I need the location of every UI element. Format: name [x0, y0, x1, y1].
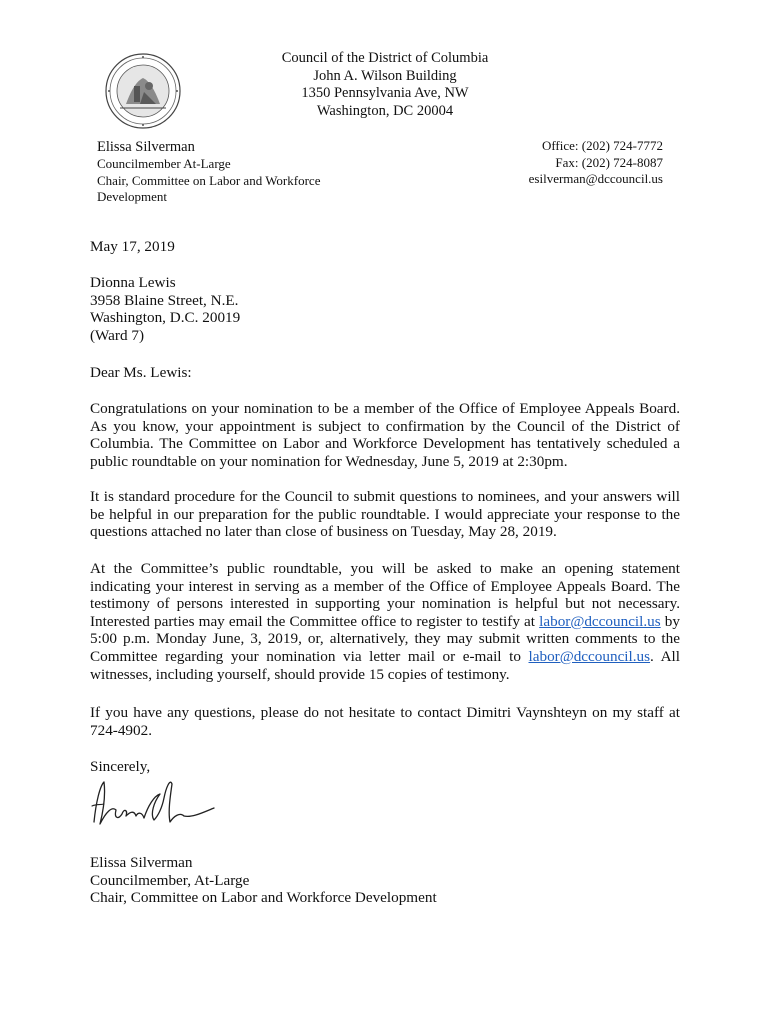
contact-email: esilverman@dccouncil.us	[528, 171, 663, 186]
recipient-city: Washington, D.C. 20019	[90, 309, 241, 327]
header-building: John A. Wilson Building	[313, 67, 457, 84]
paragraph-roundtable-part3: . All witnesses, including yourself, should provide 15 copies of testimony.	[90, 647, 680, 683]
header-street: 1350 Pennsylvania Ave, NW	[301, 85, 469, 101]
signature-committee: Chair, Committee on Labor and Workforce Development	[90, 889, 437, 907]
header-city: Washington, DC 20004	[316, 102, 454, 119]
paragraph-questions: It is standard procedure for the Council to submit questions to nominees, and your answers will be helpful in our preparation for the public roundtable. I would appreciate your response to the questions attached no later than close of business on Tuesday, May 28, 2019.	[90, 488, 680, 541]
labor-email-link-1[interactable]: labor@dccouncil.us	[539, 612, 661, 630]
sender-committee-line1: Chair, Committee on Labor and Workforce	[97, 172, 321, 188]
signature-block	[90, 854, 680, 907]
contact-block	[529, 138, 663, 188]
sender-committee-line2: Development	[97, 189, 168, 204]
sender-name: Elissa Silverman	[97, 139, 195, 155]
paragraph-roundtable	[90, 560, 680, 683]
sender-title: Councilmember At-Large	[97, 156, 231, 171]
paragraph-contact: If you have any questions, please do not hesitate to contact Dimitri Vaynshteyn on my staff at 724-4902.	[90, 704, 680, 739]
contact-office-phone: Office: (202) 724-7772	[541, 138, 663, 153]
paragraph-nomination: Congratulations on your nomination to be a member of the Office of Employee Appeals Board. As you know, your appointment is subject to confirmation by the Council of the District of Columbia. The Committee on Labor and Workforce Development has tentatively scheduled a public roundtable on your nomination for Wednesday, June 5, 2019 at 2:30pm.	[90, 400, 680, 470]
salutation: Dear Ms. Lewis:	[90, 364, 192, 381]
paragraph-roundtable-part2: by 5:00 p.m. Monday June, 3, 2019, or, alternatively, they may submit written comments to the Committee regarding your nomination via letter mail or e-mail to	[90, 612, 680, 665]
recipient-ward: (Ward 7)	[90, 326, 145, 344]
letter-date: May 17, 2019	[90, 238, 175, 255]
recipient-name: Dionna Lewis	[90, 274, 176, 291]
recipient-street: 3958 Blaine Street, N.E.	[90, 291, 239, 309]
signature-name: Elissa Silverman	[90, 854, 193, 871]
header-council-name: Council of the District of Columbia	[281, 50, 489, 66]
paragraph-roundtable-part1: At the Committee’s public roundtable, you will be asked to make an opening statement indicating your interest in serving as a member of the Office of Employee Appeals Board. The testimony of persons interested in supporting your nomination is helpful but not necessary. Interested parties may email the Committee office to register to testify at	[90, 560, 680, 630]
council-address-header	[180, 50, 590, 120]
signature-title: Councilmember, At-Large	[90, 871, 250, 889]
contact-fax: Fax: (202) 724-8087	[555, 154, 663, 170]
handwritten-signature	[88, 772, 218, 834]
closing: Sincerely,	[90, 758, 151, 775]
recipient-address	[90, 274, 680, 344]
labor-email-link-2[interactable]: labor@dccouncil.us	[528, 647, 651, 665]
sender-block	[97, 138, 320, 206]
council-seal-logo	[104, 52, 182, 130]
